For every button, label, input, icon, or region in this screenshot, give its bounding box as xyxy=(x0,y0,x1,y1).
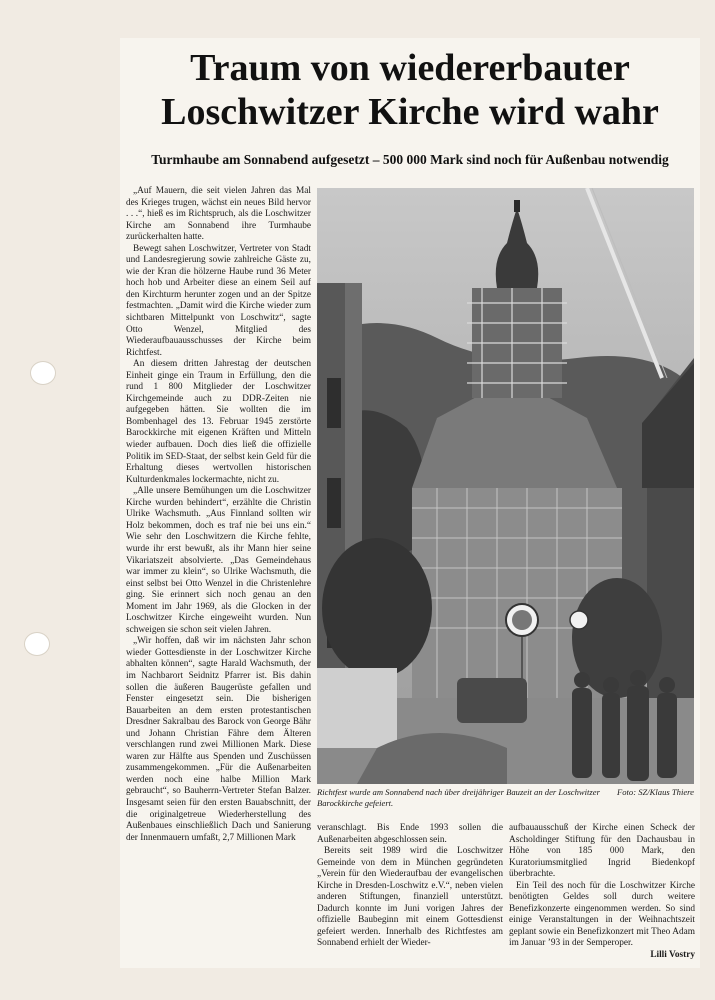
paragraph: veranschlagt. Bis Ende 1993 sollen die Außenarbeiten abgeschlossen sein. xyxy=(317,823,503,845)
article-column-3 xyxy=(509,823,695,961)
paragraph: aufbauausschuß der Kirche einen Scheck der Ascholdinger Stiftung für den Dachausbau in Höhe von 185 000 Mark, den Kuratoriumsmitglied Ingrid Biedenkopf überbrachte. xyxy=(509,823,695,880)
author-byline: Lilli Vostry xyxy=(650,950,695,961)
photo-credit: Foto: SZ/Klaus Thiere xyxy=(616,787,694,797)
paragraph: Bewegt sahen Loschwitzer, Vertreter von Stadt und Landesregierung sowie zahlreiche Gäste zu, wie der Kran die hölzerne Haube rund 36 Meter hoch hob und Arbeiter diese an einem Seil auf den Kirchturm herunter zogen und an der Spitze festmachten. „Damit wird die Kirche wieder zum sichtbaren Mittelpunkt von Loschwitz“, sagte Otto Wenzel, Mitglied des Wiederaufbauausschusses der Kirche beim Richtfest. xyxy=(126,243,311,358)
punch-hole-bottom xyxy=(24,632,50,656)
paragraph: „Alle unsere Bemühungen um die Loschwitzer Kirche wurden behindert“, erzählte die Christin Ulrike Wachsmuth. „Aus Finnland sollten wir Holz bekommen, doch es traf nie bei uns ein.“ Wie sehr den Loschwitzern die Kirche fehlte, wurde ihr erst bewußt, als ihr Mann hier seine Vikariatszeit absolvierte. „Das Gemeindehaus war immer zu klein“, so Ulrike Wachsmuth, die einst selbst bei Otto Wenzel in die Christenlehre ging. Sie erinnert sich noch genau an den Moment im Jahr 1969, als die Glocken in der Loschwitzer Kirche eingeweiht wurden. Nun schweigen sie schon seit vielen Jahren. xyxy=(126,486,311,635)
paragraph: Ein Teil des noch für die Loschwitzer Kirche benötigten Geldes soll durch weitere Benefizkonzerte eingenommen werden. So sind einige Veranstaltungen in der Weihnachtszeit geplant sowie ein Benefizkonzert mit Theo Adam im Januar ’93 in der Semperoper. xyxy=(509,880,695,949)
newspaper-clipping xyxy=(120,38,700,968)
paragraph: An diesem dritten Jahrestag der deutschen Einheit ginge ein Traum in Erfüllung, den die rund 1 800 Mitglieder der Loschwitzer Kirchgemeinde auch zu DDR-Zeiten nie aufgegeben hätten. Sie wollten die im Bombenhagel des 13. Februar 1945 zerstörte Barockkirche mit eigenen Kräften und Mitteln wieder aufbauen. Doch dies ließ die offizielle Politik im SED-Staat, der selbst kein Geld für die Erhaltung dieses wertvollen historischen Kulturdenkmales lockermachte, nicht zu. xyxy=(126,359,311,485)
headline xyxy=(120,46,700,134)
paragraph: „Wir hoffen, daß wir im nächsten Jahr schon wieder Gottesdienste in der Loschwitzer Kirche abhalten können“, sagte Harald Wachsmuth, der im Nachbarort Seidnitz Pfarrer ist. Bis dahin sollen die äußeren Baugerüste gefallen und Fenster eingesetzt sein. Die bisherigen Bauarbeiten an dem ersten protestantischen Dresdner Sakralbau des Barock von George Bähr und Johann Christian Fähre dem Älteren verschlangen rund zwei Millionen Mark. Diese waren zur Hälfte aus Spenden und Zuschüssen zusammengekommen. „Für die Außenarbeiten werden noch eine halbe Million Mark gebraucht“, so Bauherrn-Vertreter Stefan Balzer. Insgesamt seien für den ersten Bauabschnitt, der die originalgetreue Wiederherstellung des Außenbaues einschließlich Dach und Sanierung der Innenmauern umfaßt, 2,7 Millionen Mark xyxy=(126,636,311,843)
headline-line-2: Loschwitzer Kirche wird wahr xyxy=(161,91,659,133)
church-photo xyxy=(317,188,694,784)
headline-line-1: Traum von wiedererbauter xyxy=(190,47,630,89)
photo-caption-text: Richtfest wurde am Sonnabend nach über dreijähriger Bauzeit an der Loschwitzer Barockkirche gefeiert. xyxy=(317,787,600,808)
article-column-1 xyxy=(126,186,311,961)
subheadline: Turmhaube am Sonnabend aufgesetzt – 500 000 Mark sind noch für Außenbau notwendig xyxy=(151,152,669,167)
punch-hole-top xyxy=(30,361,56,385)
photo-caption xyxy=(317,787,694,808)
paragraph: „Auf Mauern, die seit vielen Jahren das Mal des Krieges trugen, wächst ein neues Bild hervor . . .“, hieß es im Richtspruch, als die Loschwitzer Kirche am Sonnabend ihre Turmhaube zurückerhalten hatte. xyxy=(126,186,311,243)
article-column-2 xyxy=(317,823,503,961)
paragraph: Bereits seit 1989 wird die Loschwitzer Gemeinde von dem in München gegründeten „Verein für den Wiederaufbau der evangelischen Kirche in Dresden-Loschwitz e.V.“, neben vielen anderen Stiftungen, finanziell unterstützt. Dadurch konnte im Juni vorigen Jahres der offizielle Baubeginn mit einem Gottesdienst gefeiert werden. Innerhalb des Richtfestes am Sonnabend erhielt der Wieder- xyxy=(317,846,503,949)
church-construction-image xyxy=(317,188,694,784)
